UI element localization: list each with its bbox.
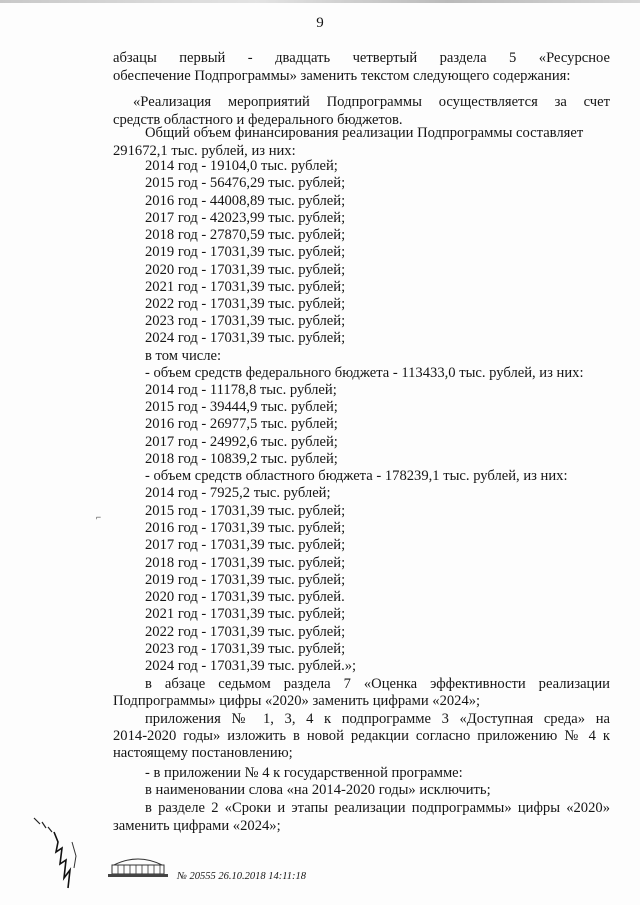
text-line: 2016 год - 44008,89 тыс. рублей; <box>145 193 346 209</box>
text-line: 2017 год - 42023,99 тыс. рублей; <box>145 210 346 226</box>
text-line: заменить цифрами «2024»; <box>113 818 281 834</box>
text-line: 2024 год - 17031,39 тыс. рублей; <box>145 330 346 346</box>
text-line: 2023 год - 17031,39 тыс. рублей; <box>145 313 346 329</box>
text-line: 2014-2020 годы» изложить в новой редакции согласно приложению № 4 к <box>113 728 610 744</box>
text-line: 2018 год - 27870,59 тыс. рублей; <box>145 227 346 243</box>
text-line: 2020 год - 17031,39 тыс. рублей. <box>145 589 345 605</box>
text-line: 2014 год - 7925,2 тыс. рублей; <box>145 485 331 501</box>
text-line: 2014 год - 19104,0 тыс. рублей; <box>145 158 338 174</box>
text-line: Общий объем финансирования реализации Подпрограммы составляет <box>145 125 584 141</box>
text-line: 2016 год - 17031,39 тыс. рублей; <box>145 520 346 536</box>
text-line: 2018 год - 17031,39 тыс. рублей; <box>145 555 346 571</box>
text-line: 291672,1 тыс. рублей, из них: <box>113 143 296 159</box>
document-registration-footer: № 20555 26.10.2018 14:11:18 <box>177 871 306 882</box>
text-line: 2017 год - 17031,39 тыс. рублей; <box>145 537 346 553</box>
text-line: приложения № 1, 3, 4 к подпрограмме 3 «Доступная среда» на <box>145 711 610 727</box>
text-line: средств областного и федерального бюджетов. <box>113 112 403 128</box>
text-line: 2014 год - 11178,8 тыс. рублей; <box>145 382 337 398</box>
text-line: - в приложении № 4 к государственной программе: <box>145 765 463 781</box>
text-line: абзацы первый - двадцать четвертый раздела 5 «Ресурсное <box>113 50 610 66</box>
text-line: 2017 год - 24992,6 тыс. рублей; <box>145 434 338 450</box>
text-line: 2021 год - 17031,39 тыс. рублей; <box>145 279 346 295</box>
text-line: в разделе 2 «Сроки и этапы реализации подпрограммы» цифры «2020» <box>145 800 610 816</box>
text-line: 2022 год - 17031,39 тыс. рублей; <box>145 624 346 640</box>
scan-edge <box>0 0 640 3</box>
text-line: 2020 год - 17031,39 тыс. рублей; <box>145 262 346 278</box>
text-line: Подпрограммы» цифры «2020» заменить цифрами «2024»; <box>113 693 481 709</box>
text-line: в наименовании слова «на 2014-2020 годы» исключить; <box>145 782 491 798</box>
text-line: 2021 год - 17031,39 тыс. рублей; <box>145 606 346 622</box>
text-line: 2015 год - 39444,9 тыс. рублей; <box>145 399 338 415</box>
text-line: настоящему постановлению; <box>113 745 293 761</box>
text-line: - объем средств областного бюджета - 178239,1 тыс. рублей, из них: <box>145 468 568 484</box>
text-line: 2018 год - 10839,2 тыс. рублей; <box>145 451 338 467</box>
text-line: в абзаце седьмом раздела 7 «Оценка эффективности реализации <box>145 676 610 692</box>
text-line: 2016 год - 26977,5 тыс. рублей; <box>145 416 338 432</box>
text-line: обеспечение Подпрограммы» заменить текстом следующего содержания: <box>113 68 571 84</box>
text-line: «Реализация мероприятий Подпрограммы осуществляется за счет <box>133 94 610 110</box>
text-line: - объем средств федерального бюджета - 113433,0 тыс. рублей, из них: <box>145 365 584 381</box>
page-number: 9 <box>316 15 324 31</box>
text-line: 2024 год - 17031,39 тыс. рублей.»; <box>145 658 357 674</box>
text-line: 2015 год - 17031,39 тыс. рублей; <box>145 503 346 519</box>
text-line: 2019 год - 17031,39 тыс. рублей; <box>145 572 346 588</box>
stray-mark: ⌐ <box>96 512 102 522</box>
document-stamp-emblem <box>104 853 172 879</box>
text-line: в том числе: <box>145 348 222 364</box>
signature-scribble <box>32 812 102 892</box>
text-line: 2019 год - 17031,39 тыс. рублей; <box>145 244 346 260</box>
text-line: 2022 год - 17031,39 тыс. рублей; <box>145 296 346 312</box>
text-line: 2023 год - 17031,39 тыс. рублей; <box>145 641 346 657</box>
text-line: 2015 год - 56476,29 тыс. рублей; <box>145 175 346 191</box>
